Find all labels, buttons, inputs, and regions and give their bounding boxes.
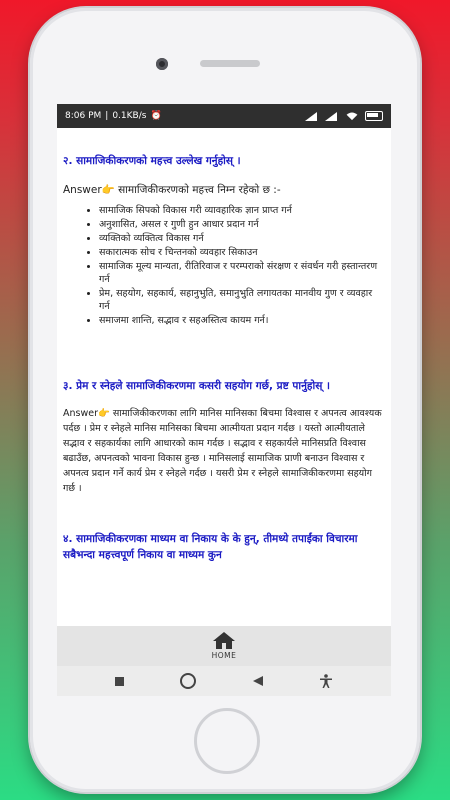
question-3: ३. प्रेम र स्नेहले सामाजिकीकरणमा कसरी सहयोग गर्छ, प्रष्ट पार्नुहोस् । [63,380,330,392]
question-4: ४. सामाजिकीकरणका माध्यम वा निकाय के के हुन्, तीमध्ये तपाईंका विचारमा सबैभन्दा महत्त्वपूर्ण निकाय वा माध्यम कुन [63,533,358,561]
home-icon [213,632,235,649]
answer-label: Answer👉 [63,184,115,196]
bottom-nav [57,626,391,666]
signal-icon [305,112,319,121]
article-content [57,128,391,626]
physical-home-button[interactable] [194,708,260,774]
nav-home-label: HOME [211,651,237,660]
answer-intro-text: सामाजिकीकरणको महत्त्व निम्न रहेको छ :- [114,184,281,196]
answer-label: Answer👉 [63,408,110,419]
status-bar: 8:06 PM | 0.1KB/s ⏰ [57,104,391,128]
list-item: • सामाजिक सिपको विकास गरी व्यावहारिक ज्ञान प्राप्त गर्न [99,204,385,217]
system-nav-bar [57,666,391,696]
back-icon[interactable] [253,676,263,686]
accessibility-icon[interactable] [319,674,333,688]
status-time: 8:06 PM [65,111,102,121]
wifi-icon [345,112,359,121]
list-item: • सामाजिक मूल्य मान्यता, रीतिरिवाज र परम्पराको संरक्षण र संवर्धन गरी हस्तान्तरण गर्न [99,260,385,286]
list-item: • सकारात्मक सोच र चिन्तनको व्यवहार सिकाउन [99,246,385,259]
signal-icon [325,112,339,121]
question-2: २. सामाजिकीकरणको महत्त्व उल्लेख गर्नुहोस् । [63,155,241,167]
nav-home[interactable] [212,632,237,660]
network-speed: 0.1KB/s [112,111,147,121]
alarm-icon: ⏰ [150,111,162,121]
earpiece-speaker [200,60,260,67]
answer-3 [63,406,385,496]
list-item: • व्यक्तिको व्यक्तित्व विकास गर्न [99,232,385,245]
list-item: • अनुशासित, असल र गुणी हुन आधार प्रदान गर्न [99,218,385,231]
answer-3-text: सामाजिकीकरणका लागि मानिस मानिसका बिचमा विश्वास र अपनत्व आवश्यक पर्दछ । प्रेम र स्नेहले मानिस मानिसका बिचमा आत्मीयता प्रदान गर्दछ । यस्तो आत्मीयताले सद्भाव र सहकार्यका लागि आधारको काम गर्दछ । सद्भाव र सहकार्यले मानिसप्रति विश्वास बढाउँछ, अपनत्वको भावना विकास हुन्छ । मानिसलाई सामाजिक प्राणी बनाउन विश्वास र अपनत्व प्रदान गर्ने कार्य प्रेम र स्नेहले गर्दछ । यसरी प्रेम र स्नेहले सामाजिकीकरणमा सहयोग गर्छ । [63,408,382,494]
home-circle-icon[interactable] [180,673,196,689]
app-screen [57,104,391,696]
importance-list [63,204,385,327]
answer-2-intro [63,183,385,198]
front-camera [156,58,168,70]
list-item: • प्रेम, सहयोग, सहकार्य, सहानुभुति, समानुभुति लगायतका मानवीय गुण र व्यवहार गर्न [99,287,385,313]
recents-icon[interactable] [115,677,124,686]
list-item: • समाजमा शान्ति, सद्भाव र सहअस्तित्व कायम गर्न। [99,314,385,327]
battery-icon [365,111,383,121]
